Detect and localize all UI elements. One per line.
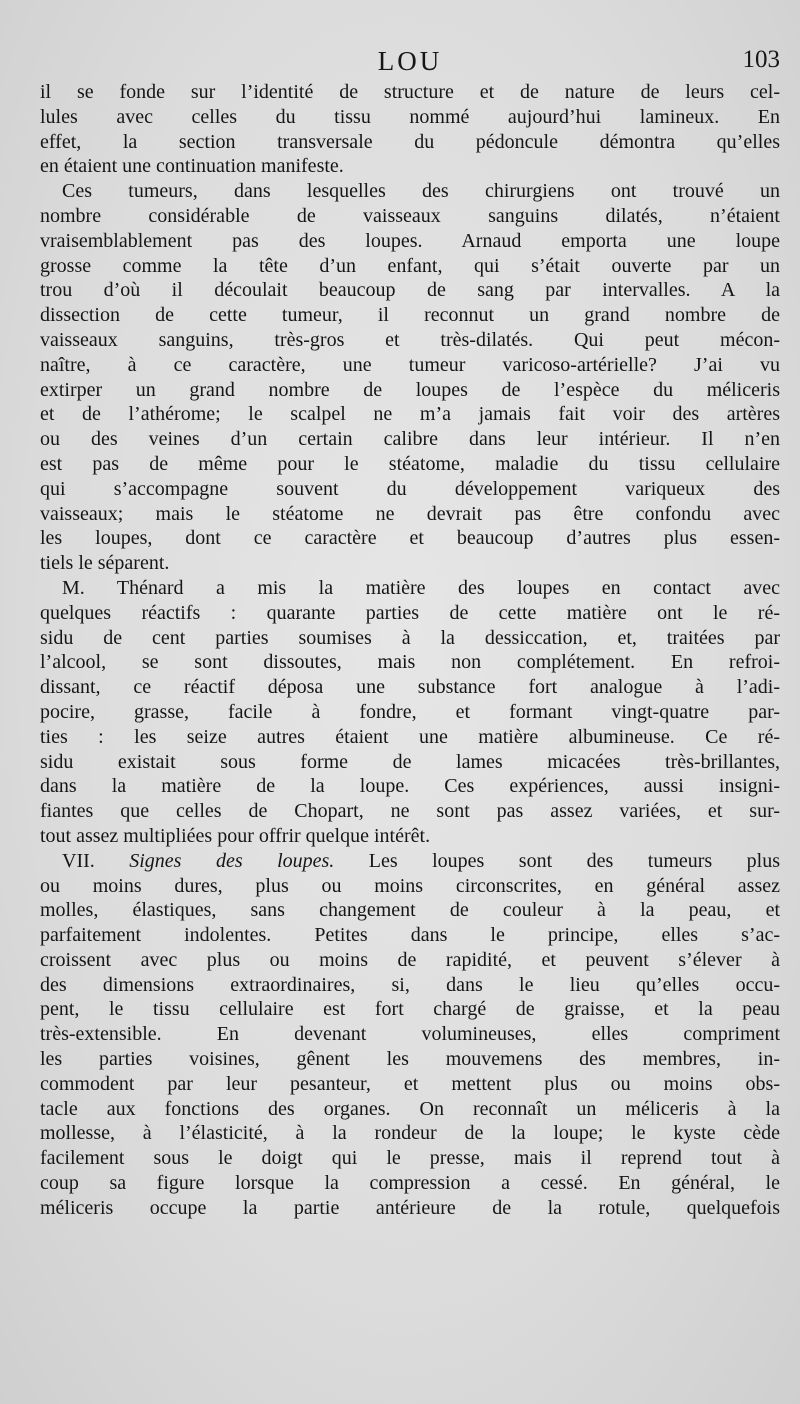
text-line: dans la matière de la loupe. Ces expériences, aussi insigni- xyxy=(40,775,780,798)
text-line: trou d’où il découlait beaucoup de sang par intervalles. A la xyxy=(40,279,780,302)
text-line: molles, élastiques, sans changement de couleur à la peau, et xyxy=(40,899,780,922)
text-line: qui s’accompagne souvent du développement variqueux des xyxy=(40,477,780,500)
text-line: des dimensions extraordinaires, si, dans le lieu qu’elles occu- xyxy=(40,973,780,996)
text-line: en étaient une continuation manifeste. xyxy=(40,155,344,178)
text-line: Ces tumeurs, dans lesquelles des chirurgiens ont trouvé un xyxy=(62,180,780,203)
text-line: il se fonde sur l’identité de structure et de nature de leurs cel- xyxy=(40,81,780,103)
text-line: très-extensible. En devenant volumineuses, elles compriment xyxy=(40,1023,780,1046)
text-line: tacle aux fonctions des organes. On reconnaît un méliceris à la xyxy=(40,1097,780,1120)
page-header xyxy=(40,40,780,80)
text-line: l’alcool, se sont dissoutes, mais non complétement. En refroi- xyxy=(40,651,780,674)
text-line: coup sa figure lorsque la compression a cessé. En général, le xyxy=(40,1172,780,1195)
text-line: quelques réactifs : quarante parties de cette matière ont le ré- xyxy=(40,601,780,624)
text-line: grosse comme la tête d’un enfant, qui s’était ouverte par un xyxy=(40,254,780,277)
text-line: ties : les seize autres étaient une matière albumineuse. Ce ré- xyxy=(40,725,780,748)
text-line: pocire, grasse, facile à fondre, et formant vingt-quatre par- xyxy=(40,700,780,723)
text-line: pent, le tissu cellulaire est fort chargé de graisse, et la peau xyxy=(40,998,780,1021)
text-line: tiels le séparent. xyxy=(40,552,170,575)
text-line: extirper un grand nombre de loupes de l’espèce du méliceris xyxy=(40,378,780,401)
text-line: effet, la section transversale du pédoncule démontra qu’elles xyxy=(40,130,780,153)
section-title: Signes des loupes. xyxy=(129,849,335,872)
text-line: lules avec celles du tissu nommé aujourd’hui lamineux. En xyxy=(40,105,780,128)
text-line: mollesse, à l’élasticité, à la rondeur de la loupe; le kyste cède xyxy=(40,1122,780,1145)
page-number: 103 xyxy=(742,46,780,73)
text-line: dissection de cette tumeur, il reconnut un grand nombre de xyxy=(40,304,780,327)
text-line: fiantes que celles de Chopart, ne sont pas assez variées, et sur- xyxy=(40,800,780,823)
text-line: les loupes, dont ce caractère et beaucoup d’autres plus essen- xyxy=(40,527,780,550)
text-line: sidu de cent parties soumises à la dessiccation, et, traitées par xyxy=(40,626,780,649)
text-line: facilement sous le doigt qui le presse, mais il reprend tout à xyxy=(40,1147,780,1170)
text-line: les parties voisines, gênent les mouvemens des membres, in- xyxy=(40,1048,780,1071)
text-line: tout assez multipliées pour offrir quelque intérêt. xyxy=(40,824,431,847)
text-line: et de l’athérome; le scalpel ne m’a jamais fait voir des artères xyxy=(40,403,780,426)
section-number: VII. xyxy=(62,849,130,872)
line-text: Les loupes sont des tumeurs plus xyxy=(334,849,781,872)
text-line: ou des veines d’un certain calibre dans leur intérieur. Il n’en xyxy=(40,428,780,451)
text-line xyxy=(40,849,780,874)
text-line: dissant, ce réactif déposa une substance fort analogue à l’adi- xyxy=(40,676,780,699)
text-line: vaisseaux sanguins, très-gros et très-dilatés. Qui peut mécon- xyxy=(40,328,780,351)
text-line: naître, à ce caractère, une tumeur varicoso-artérielle? J’ai vu xyxy=(40,353,780,376)
text-line: est pas de même pour le stéatome, maladie du tissu cellulaire xyxy=(40,452,780,475)
text-line: croissent avec plus ou moins de rapidité, et peuvent s’élever à xyxy=(40,948,780,971)
text-line: M. Thénard a mis la matière des loupes en contact avec xyxy=(62,576,780,599)
text-line: vaisseaux; mais le stéatome ne devrait pas être confondu avec xyxy=(40,502,780,525)
text-line: commodent par leur pesanteur, et mettent plus ou moins obs- xyxy=(40,1072,780,1095)
text-line: ou moins dures, plus ou moins circonscrites, en général assez xyxy=(40,874,780,897)
text-line: parfaitement indolentes. Petites dans le principe, elles s’ac- xyxy=(40,924,780,947)
text-line: méliceris occupe la partie antérieure de la rotule, quelquefois xyxy=(40,1196,780,1219)
text-line: nombre considérable de vaisseaux sanguins dilatés, n’étaient xyxy=(40,204,780,227)
text-line: sidu existait sous forme de lames micacées très-brillantes, xyxy=(40,750,780,773)
body-text xyxy=(40,80,780,1221)
text-line: vraisemblablement pas des loupes. Arnaud emporta une loupe xyxy=(40,229,780,252)
running-head: LOU xyxy=(377,46,443,76)
